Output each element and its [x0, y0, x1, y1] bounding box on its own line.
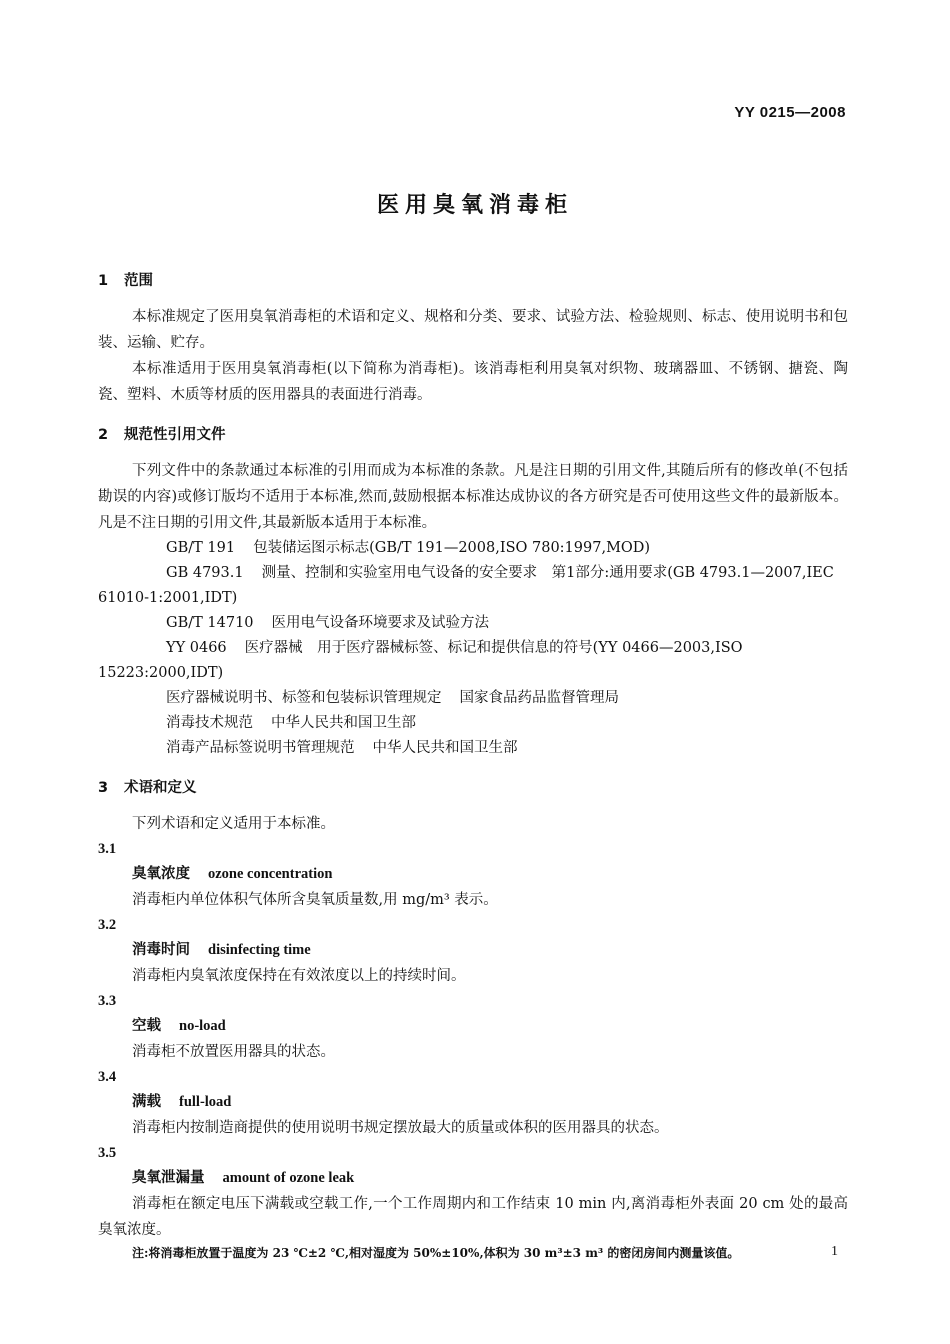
reference-item [98, 736, 848, 761]
standard-code: YY 0215—2008 [734, 104, 846, 121]
term-number: 3.3 [98, 993, 117, 1009]
term-en: full-load [179, 1094, 232, 1110]
terms-intro: 下列术语和定义适用于本标准。 [132, 816, 335, 832]
reference-text: 医用电气设备环境要求及试验方法 [271, 615, 490, 631]
reference-code: YY 0466 [166, 640, 227, 656]
references-intro: 下列文件中的条款通过本标准的引用而成为本标准的条款。凡是注日期的引用文件,其随后所有的修改单(不包括勘误的内容)或修订版均不适用于本标准,然而,鼓励根据本标准达成协议的各方研究是否可使用这些文件的最新版本。凡是不注日期的引用文件,其最新版本适用于本标准。 [98, 463, 848, 531]
term-en: no-load [179, 1018, 226, 1034]
page-number: 1 [831, 1244, 838, 1259]
term-heading [132, 1089, 848, 1115]
scope-paragraph: 本标准适用于医用臭氧消毒柜(以下简称为消毒柜)。该消毒柜利用臭氧对织物、玻璃器皿、不锈钢、搪瓷、陶瓷、塑料、木质等材质的医用器具的表面进行消毒。 [98, 361, 848, 403]
term-definition: 消毒柜不放置医用器具的状态。 [132, 1044, 335, 1060]
term-en: disinfecting time [208, 942, 311, 958]
term-zh: 满载 [132, 1094, 161, 1110]
reference-item [98, 611, 848, 636]
reference-text: 医疗器械 用于医疗器械标签、标记和提供信息的符号(YY 0466—2003,ISO 15223:2000,IDT) [98, 640, 743, 681]
reference-text: 包装储运图示标志(GB/T 191—2008,ISO 780:1997,MOD) [253, 540, 651, 556]
reference-code: 消毒技术规范 [166, 715, 253, 731]
section-title: 术语和定义 [124, 780, 197, 796]
term-heading [132, 861, 848, 887]
section-number: 3 [98, 780, 109, 796]
term-zh: 消毒时间 [132, 942, 190, 958]
reference-item [98, 711, 848, 736]
reference-text: 测量、控制和实验室用电气设备的安全要求 第1部分:通用要求(GB 4793.1—2007,IEC 61010-1:2001,IDT) [98, 565, 834, 606]
term-heading [132, 1013, 848, 1039]
reference-code: GB/T 14710 [166, 615, 254, 631]
note-text: 注:将消毒柜放置于温度为 23 ℃±2 ℃,相对湿度为 50%±10%,体积为 30 m³±3 m³ 的密闭房间内测量该值。 [132, 1246, 740, 1260]
reference-code: GB/T 191 [166, 540, 236, 556]
term-definition: 消毒柜内单位体积气体所含臭氧质量数,用 mg/m³ 表示。 [132, 892, 498, 908]
section-title: 范围 [124, 273, 153, 289]
term-zh: 臭氧浓度 [132, 866, 190, 882]
term-number: 3.5 [98, 1145, 117, 1161]
document-body [98, 270, 848, 1263]
term-definition: 消毒柜内臭氧浓度保持在有效浓度以上的持续时间。 [132, 968, 466, 984]
section-2-heading [98, 424, 848, 446]
term-definition: 消毒柜在额定电压下满载或空载工作,一个工作周期内和工作结束 10 min 内,离消毒柜外表面 20 cm 处的最高臭氧浓度。 [98, 1196, 848, 1238]
term-heading [132, 937, 848, 963]
section-title: 规范性引用文件 [124, 427, 226, 443]
reference-text: 国家食品药品监督管理局 [459, 690, 619, 706]
reference-item [98, 536, 848, 561]
term-en: ozone concentration [208, 866, 333, 882]
term-zh: 臭氧泄漏量 [132, 1170, 205, 1186]
term-en: amount of ozone leak [222, 1170, 355, 1186]
reference-item [98, 636, 848, 686]
term-number: 3.2 [98, 917, 117, 933]
term-heading [132, 1165, 848, 1191]
document-title: 医用臭氧消毒柜 [376, 193, 573, 218]
section-3-heading [98, 777, 848, 799]
reference-code: 消毒产品标签说明书管理规范 [166, 740, 355, 756]
reference-text: 中华人民共和国卫生部 [271, 715, 416, 731]
term-zh: 空载 [132, 1018, 161, 1034]
section-number: 1 [98, 273, 109, 289]
scope-paragraph: 本标准规定了医用臭氧消毒柜的术语和定义、规格和分类、要求、试验方法、检验规则、标志、使用说明书和包装、运输、贮存。 [98, 309, 848, 351]
reference-code: GB 4793.1 [166, 565, 244, 581]
reference-item [98, 561, 848, 611]
section-1-heading [98, 270, 848, 292]
term-number: 3.1 [98, 841, 117, 857]
reference-text: 中华人民共和国卫生部 [372, 740, 518, 756]
term-number: 3.4 [98, 1069, 117, 1085]
term-definition: 消毒柜内按制造商提供的使用说明书规定摆放最大的质量或体积的医用器具的状态。 [132, 1120, 669, 1136]
reference-item [98, 686, 848, 711]
reference-code: 医疗器械说明书、标签和包装标识管理规定 [166, 690, 442, 706]
section-number: 2 [98, 427, 109, 443]
